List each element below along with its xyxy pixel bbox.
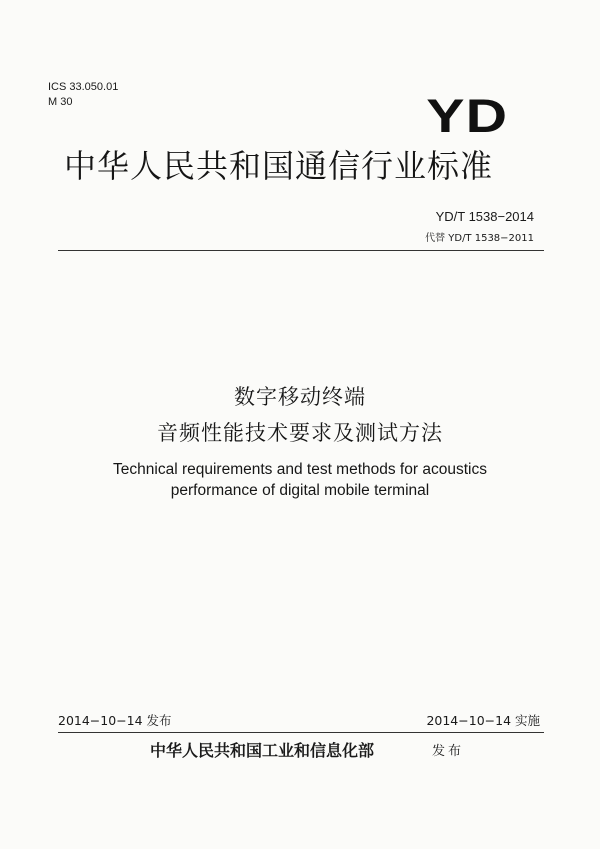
replaces-standard: 代替 YD/T 1538−2011 (425, 233, 534, 244)
bottom-divider (58, 732, 544, 733)
top-divider (58, 250, 544, 251)
implement-date: 2014−10−14 实施 (426, 713, 540, 728)
classification-code: M 30 (48, 96, 73, 108)
document-title-en-line2: performance of digital mobile terminal (170, 482, 430, 499)
standard-category-title: 中华人民共和国通信行业标准 (64, 147, 494, 185)
ics-code: ICS 33.050.01 (48, 81, 119, 93)
document-title-cn-line1: 数字移动终端 (234, 385, 366, 409)
issuing-authority: 中华人民共和国工业和信息化部 (150, 741, 375, 760)
issuer-action: 发布 (432, 744, 465, 759)
publish-date: 2014−10−14 发布 (58, 713, 172, 728)
document-title-cn-line2: 音频性能技术要求及测试方法 (157, 421, 443, 445)
standard-number: YD/T 1538−2014 (435, 209, 534, 224)
document-title-en-line1: Technical requirements and test methods for acoustics (113, 461, 487, 478)
yd-logo: YD (425, 89, 508, 142)
